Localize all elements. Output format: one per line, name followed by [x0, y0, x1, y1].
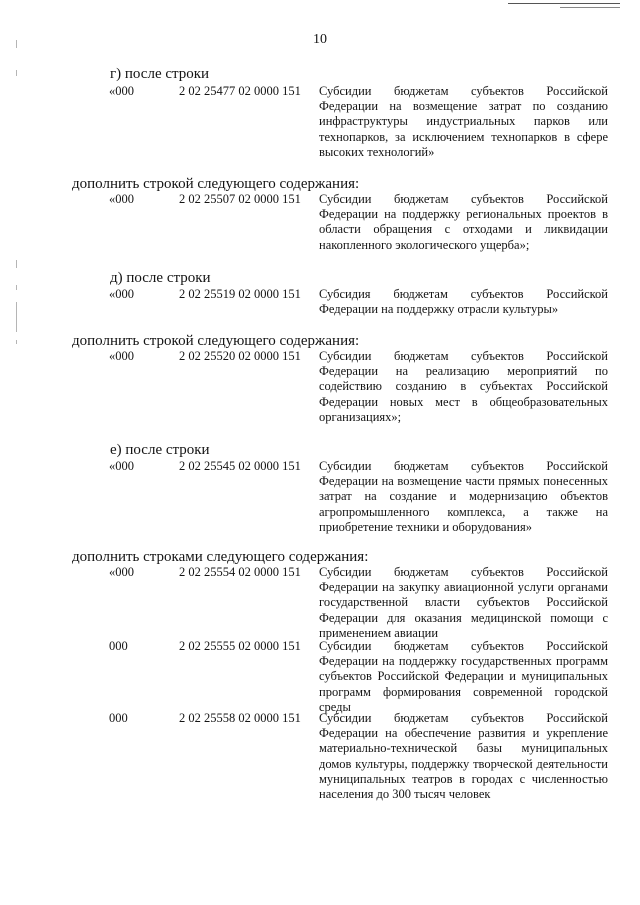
scan-margin-marks	[14, 40, 20, 440]
admin-code: 000	[109, 711, 128, 725]
section-heading-d: д) после строки	[110, 270, 211, 286]
addition-intro: дополнить строкой следующего содержания:	[72, 176, 360, 192]
row-description: Субсидии бюджетам субъектов Российской Федерации на обеспечение развития и укрепление материально-технической базы муниципальных домов культуры, поддержку творческой деятельности муниципальных театров в городах с численностью населения до 300 тысяч человек	[319, 711, 608, 802]
section-heading-e: е) после строки	[110, 442, 210, 458]
admin-code: «000	[109, 192, 134, 206]
section-heading-g: г) после строки	[110, 66, 210, 82]
budget-code: 2 02 25555 02 0000 151	[179, 639, 301, 653]
top-rule-short	[560, 7, 620, 8]
budget-code: 2 02 25520 02 0000 151	[179, 349, 301, 363]
row-description: Субсидии бюджетам субъектов Российской Федерации на поддержку государственных программ субъектов Российской Федерации и муниципальных программ формирования современной городской среды	[319, 639, 608, 714]
admin-code: «000	[109, 565, 134, 579]
row-description: Субсидии бюджетам субъектов Российской Федерации на поддержку региональных проектов в области обращения с отходами и ликвидации накопленного экологического ущерба»;	[319, 192, 608, 252]
page-number: 10	[313, 32, 327, 47]
budget-code: 2 02 25554 02 0000 151	[179, 565, 301, 579]
addition-intro: дополнить строкой следующего содержания:	[72, 333, 360, 349]
row-description: Субсидия бюджетам субъектов Российской Федерации на поддержку отрасли культуры»	[319, 287, 608, 317]
admin-code: «000	[109, 459, 134, 473]
budget-code: 2 02 25477 02 0000 151	[179, 84, 301, 98]
row-description: Субсидии бюджетам субъектов Российской Федерации на возмещение части прямых понесенных затрат на создание и модернизацию объектов агропромышленного комплекса, а также на приобретение техники и оборудования»	[319, 459, 608, 534]
top-rule	[508, 3, 620, 4]
budget-code: 2 02 25519 02 0000 151	[179, 287, 301, 301]
budget-code: 2 02 25507 02 0000 151	[179, 192, 301, 206]
row-description: Субсидии бюджетам субъектов Российской Федерации на возмещение затрат по созданию инфраструктуры индустриальных парков или технопарков, за исключением технопарков в сфере высоких технологий»	[319, 84, 608, 159]
row-description: Субсидии бюджетам субъектов Российской Федерации на закупку авиационной услуги органами государственной власти субъектов Российской Федерации для оказания медицинской помощи с применением авиации	[319, 565, 608, 640]
admin-code: «000	[109, 349, 134, 363]
admin-code: «000	[109, 287, 134, 301]
admin-code: «000	[109, 84, 134, 98]
admin-code: 000	[109, 639, 128, 653]
budget-code: 2 02 25558 02 0000 151	[179, 711, 301, 725]
row-description: Субсидии бюджетам субъектов Российской Федерации на реализацию мероприятий по содействию созданию в субъектах Российской Федерации новых мест в общеобразовательных организациях»;	[319, 349, 608, 424]
budget-code: 2 02 25545 02 0000 151	[179, 459, 301, 473]
addition-intro: дополнить строками следующего содержания:	[72, 549, 369, 565]
